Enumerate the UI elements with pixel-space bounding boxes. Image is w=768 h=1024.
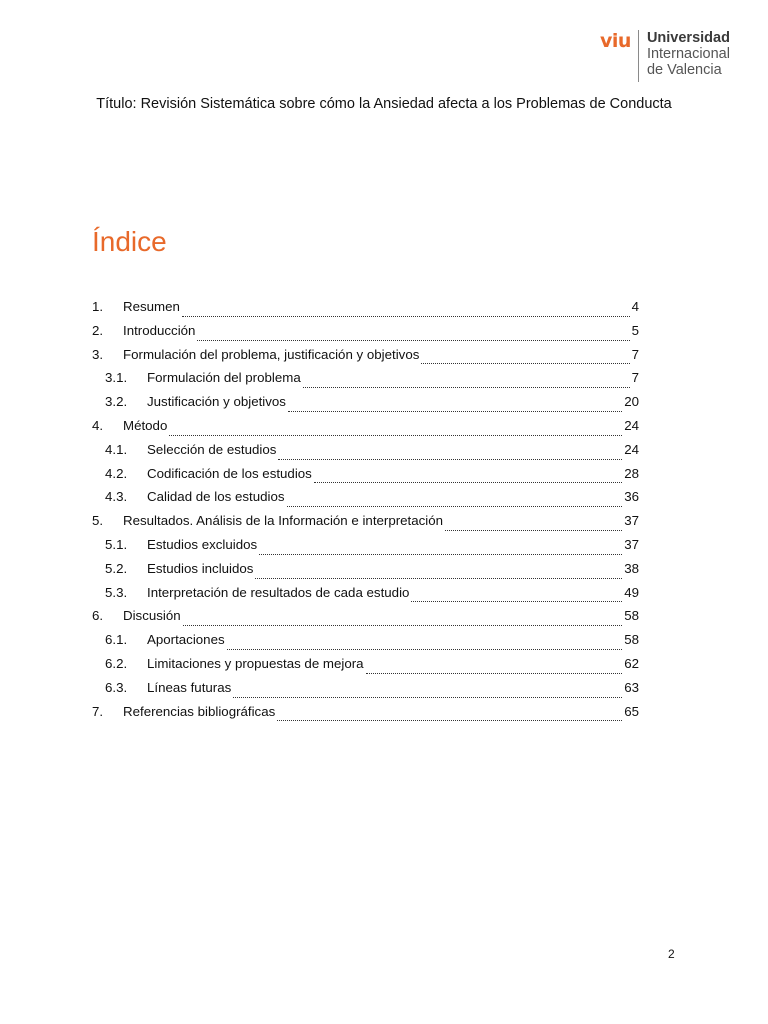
logo-line-3: de Valencia (646, 62, 722, 78)
toc-entry-label: Resultados. Análisis de la Información e interpretación (123, 513, 444, 529)
toc-entry-page: 37 (624, 513, 639, 529)
logo-mark: viu (600, 30, 631, 52)
toc-entry-page: 49 (624, 584, 639, 600)
toc-dot-leader (288, 411, 622, 412)
toc-entry-label: Referencias bibliográficas (123, 703, 276, 719)
toc-entry[interactable] (92, 394, 639, 418)
table-of-contents (92, 299, 639, 727)
toc-entry[interactable] (92, 347, 639, 371)
toc-entry[interactable] (92, 537, 639, 561)
toc-entry[interactable] (92, 680, 639, 704)
toc-entry[interactable] (92, 704, 639, 728)
toc-entry-page: 63 (624, 679, 639, 695)
toc-entry-number: 5.3. (105, 584, 128, 600)
logo-wordmark (647, 30, 730, 78)
toc-entry-label: Resumen (123, 299, 180, 314)
logo-line-1: Universidad (646, 30, 730, 46)
toc-entry-number: 4.2. (105, 465, 128, 481)
toc-entry-number: 5.1. (105, 536, 128, 552)
toc-entry-number: 2. (92, 322, 104, 338)
toc-entry-number: 4. (92, 417, 104, 433)
page-number: 2 (668, 947, 675, 961)
toc-entry-page: 62 (624, 655, 639, 671)
toc-entry[interactable] (92, 442, 639, 466)
toc-entry-number: 3.2. (105, 394, 128, 410)
toc-entry[interactable] (92, 513, 639, 537)
toc-dot-leader (411, 601, 622, 602)
toc-entry[interactable] (92, 608, 639, 632)
toc-entry-number: 3. (92, 346, 104, 362)
toc-entry[interactable] (92, 466, 639, 490)
toc-entry-label: Selección de estudios (147, 441, 277, 457)
toc-dot-leader (277, 720, 622, 721)
toc-entry-label: Método (123, 417, 168, 433)
toc-entry[interactable] (92, 656, 639, 680)
toc-entry-number: 6. (92, 608, 104, 624)
toc-entry-page: 65 (624, 703, 639, 719)
toc-entry-number: 6.1. (105, 632, 128, 648)
toc-entry-number: 3.1. (105, 370, 128, 386)
toc-entry-number: 1. (92, 299, 104, 314)
document-title: Título: Revisión Sistemática sobre cómo la Ansiedad afecta a los Problemas de Conducta (96, 96, 672, 112)
toc-entry-page: 4 (631, 299, 639, 314)
toc-dot-leader (197, 340, 629, 341)
toc-entry-label: Aportaciones (147, 632, 225, 648)
toc-entry[interactable] (92, 418, 639, 442)
toc-dot-leader (259, 554, 622, 555)
toc-entry-number: 5. (92, 513, 104, 529)
toc-dot-leader (303, 387, 630, 388)
toc-entry-label: Introducción (123, 322, 196, 338)
toc-entry[interactable] (92, 632, 639, 656)
toc-dot-leader (278, 459, 622, 460)
toc-entry[interactable] (92, 561, 639, 585)
toc-entry-page: 7 (631, 346, 639, 362)
toc-dot-leader (314, 482, 622, 483)
toc-entry[interactable] (92, 585, 639, 609)
toc-dot-leader (233, 697, 622, 698)
toc-entry-label: Formulación del problema (147, 370, 301, 386)
toc-entry[interactable] (92, 323, 639, 347)
toc-entry-page: 24 (624, 441, 639, 457)
toc-entry-page: 28 (624, 465, 639, 481)
toc-entry-label: Formulación del problema, justificación y objetivos (123, 346, 420, 362)
toc-entry-label: Codificación de los estudios (147, 465, 312, 481)
toc-entry-label: Estudios incluidos (147, 560, 254, 576)
toc-entry-label: Calidad de los estudios (147, 489, 285, 505)
toc-entry-page: 58 (624, 608, 639, 624)
toc-dot-leader (287, 506, 623, 507)
toc-entry[interactable] (92, 370, 639, 394)
toc-entry-page: 5 (631, 322, 639, 338)
toc-entry-page: 36 (624, 489, 639, 505)
toc-dot-leader (421, 363, 629, 364)
toc-entry-page: 58 (624, 632, 639, 648)
toc-entry-label: Justificación y objetivos (147, 394, 286, 410)
toc-entry-label: Discusión (123, 608, 181, 624)
toc-dot-leader (183, 625, 623, 626)
toc-entry-page: 38 (624, 560, 639, 576)
toc-entry-label: Líneas futuras (147, 679, 232, 695)
toc-entry-number: 7. (92, 703, 104, 719)
toc-entry-page: 37 (624, 536, 639, 552)
logo-line-2: Internacional (646, 46, 730, 62)
toc-dot-leader (182, 316, 630, 317)
toc-dot-leader (445, 530, 622, 531)
toc-entry-number: 6.2. (105, 655, 128, 671)
toc-entry-page: 20 (624, 394, 639, 410)
toc-dot-leader (255, 578, 622, 579)
toc-entry-number: 5.2. (105, 560, 128, 576)
toc-entry[interactable] (92, 299, 639, 323)
logo-divider (638, 30, 639, 82)
toc-dot-leader (169, 435, 622, 436)
toc-entry[interactable] (92, 489, 639, 513)
toc-entry-page: 7 (631, 370, 639, 386)
toc-dot-leader (227, 649, 623, 650)
toc-entry-label: Limitaciones y propuestas de mejora (147, 655, 364, 671)
university-logo (600, 30, 730, 80)
toc-entry-number: 6.3. (105, 679, 128, 695)
toc-entry-label: Estudios excluidos (147, 536, 258, 552)
toc-heading: Índice (92, 226, 167, 257)
toc-entry-number: 4.3. (105, 489, 128, 505)
toc-entry-number: 4.1. (105, 441, 128, 457)
toc-entry-label: Interpretación de resultados de cada estudio (147, 584, 410, 600)
toc-dot-leader (366, 673, 623, 674)
toc-entry-page: 24 (624, 417, 639, 433)
